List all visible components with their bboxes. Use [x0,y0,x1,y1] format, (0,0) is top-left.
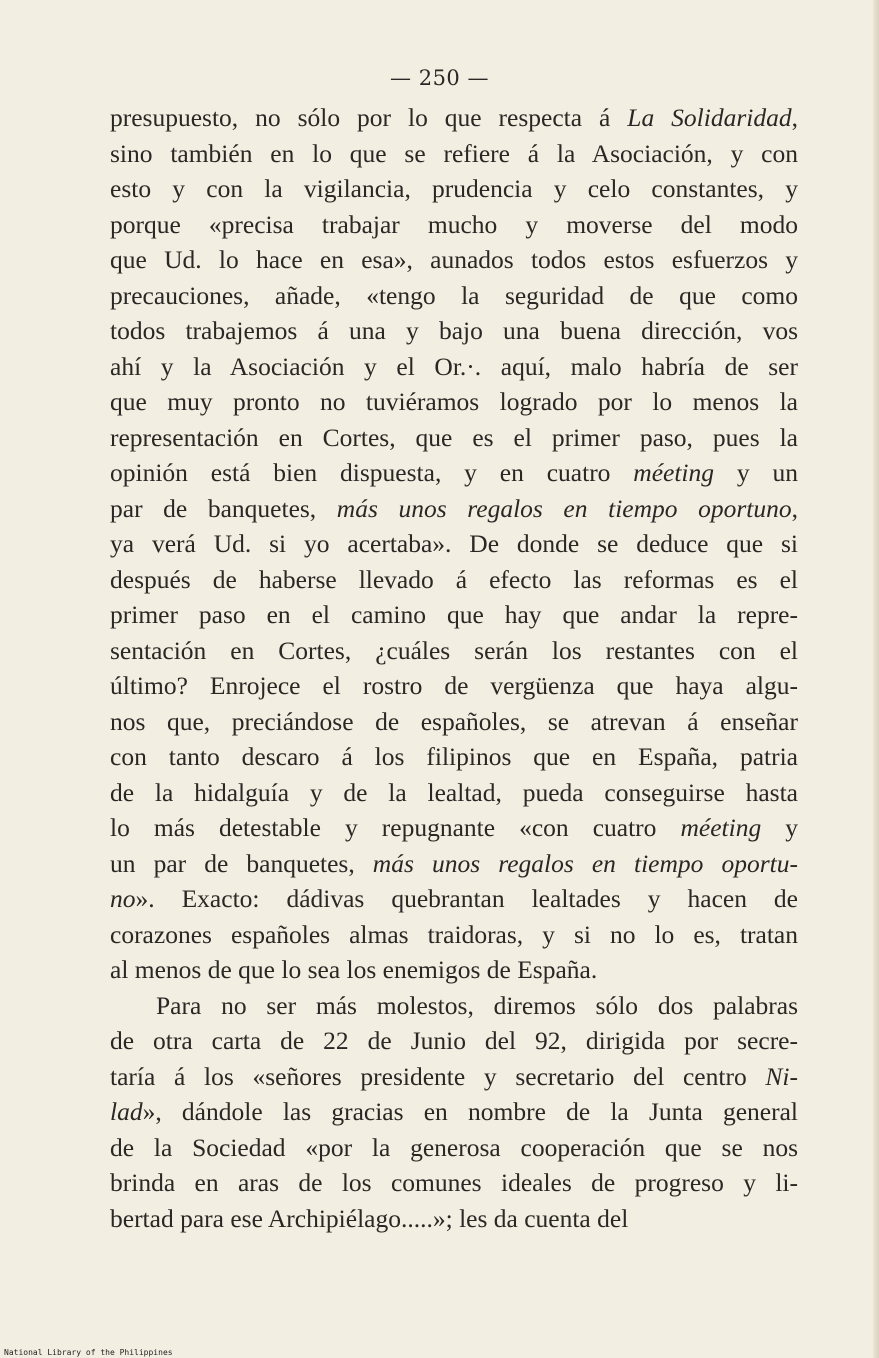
page-number: — 250 — [390,66,489,90]
library-credit: National Library of the Philippines [4,1348,173,1357]
text-line [110,420,798,456]
text-line [110,313,798,349]
text-line [110,1023,798,1059]
text-run: lo más detestable y repugnante «con cuatro [110,813,681,842]
text-run: último? Enrojece el rostro de vergüenza que haya algu- [110,671,798,700]
text-line [110,633,798,669]
text-run: brinda en aras de los comunes ideales de progreso y li- [110,1168,798,1197]
text-run: precauciones, añade, «tengo la seguridad de que como [110,280,798,310]
text-line [110,810,798,846]
text-run: sino también en lo que se refiere á la Asociación, y con [110,138,798,168]
text-run: par de banquetes, [110,493,337,523]
text-line [110,846,798,882]
text-line [110,207,798,243]
italic-text: méeting [633,458,715,487]
text-run: ahí y la Asociación y el Or.·. aquí, malo habría de ser [110,351,798,381]
text-run: opinión está bien dispuesta, y en cuatro [110,458,634,487]
italic-text: más unos regalos en tiempo oportu- [372,848,798,878]
text-run: presupuesto, no sólo por lo que respecta á [110,103,628,132]
text-run: Para no ser más molestos, diremos sólo dos palabras [156,990,798,1020]
italic-text: no [110,884,136,913]
text-line [110,349,798,385]
text-line [110,1059,798,1095]
text-run: ». Exacto: dádivas quebrantan lealtades y hacen de [135,884,798,913]
text-run: porque «precisa trabajar mucho y moverse del modo [110,209,798,239]
text-run: representación en Cortes, que es el primer paso, pues la [110,422,798,452]
text-run: taría á los «señores presidente y secretario del centro [110,1061,766,1091]
text-run: y [761,813,798,842]
text-run: , [791,103,798,132]
text-line [110,562,798,598]
text-run: con tanto descaro á los filipinos que en España, patria [110,742,798,771]
text-run: todos trabajemos á una y bajo una buena dirección, vos [110,316,798,345]
text-run: ya verá Ud. si yo acertaba». De donde se deduce que si [110,529,798,558]
italic-text: méeting [680,813,762,842]
page-edge-shadow [873,0,879,1358]
text-run: , [791,493,799,523]
text-run: corazones españoles almas traidoras, y si no lo es, tratan [110,919,798,949]
italic-text: lad [110,1097,143,1126]
text-line [110,384,798,420]
text-run: bertad para ese Archipiélago.....»; les da cuenta del [110,1203,629,1233]
text-run: primer paso en el camino que hay que andar la repre- [110,600,798,629]
text-run: de la Sociedad «por la generosa cooperación que se nos [110,1132,798,1162]
body-text [110,100,798,1236]
text-line [110,1130,798,1166]
text-run: », dándole las gracias en nombre de la Junta general [142,1097,798,1126]
text-run: esto y con la vigilancia, prudencia y celo constantes, y [110,174,798,203]
text-run: al menos de que lo sea los enemigos de España. [110,955,598,984]
text-line [110,278,798,314]
text-line [110,136,798,172]
text-run: después de haberse llevado á efecto las reformas es el [110,564,798,594]
italic-text: Ni- [765,1061,798,1091]
text-line [110,526,798,562]
text-run: un par de banquetes, [110,848,373,878]
text-line [110,917,798,953]
text-run: de otra carta de 22 de Junio del 92, dirigida por secre- [110,1026,798,1055]
text-line [110,171,798,207]
text-line [110,597,798,633]
text-line [110,491,798,527]
text-line [110,242,798,278]
text-run: que Ud. lo hace en esa», aunados todos estos esfuerzos y [110,245,798,274]
italic-text: La Solidaridad [627,103,792,132]
text-run: de la hidalguía y de la lealtad, pueda conseguirse hasta [110,777,798,807]
italic-text: más unos regalos en tiempo oportuno [336,493,792,523]
text-line [110,739,798,775]
text-line [110,668,798,704]
text-line [110,988,798,1024]
text-line [110,952,798,988]
text-run: nos que, preciándose de españoles, se atrevan á enseñar [110,706,798,736]
text-line [110,1201,798,1237]
text-run: sentación en Cortes, ¿cuáles serán los restantes con el [110,635,798,665]
text-line [110,704,798,740]
text-line [110,1094,798,1130]
text-run: que muy pronto no tuviéramos logrado por lo menos la [110,387,798,416]
text-line [110,881,798,917]
text-line [110,775,798,811]
text-line [110,455,798,491]
text-line [110,1165,798,1201]
text-run: y un [714,458,798,487]
text-line [110,100,798,136]
